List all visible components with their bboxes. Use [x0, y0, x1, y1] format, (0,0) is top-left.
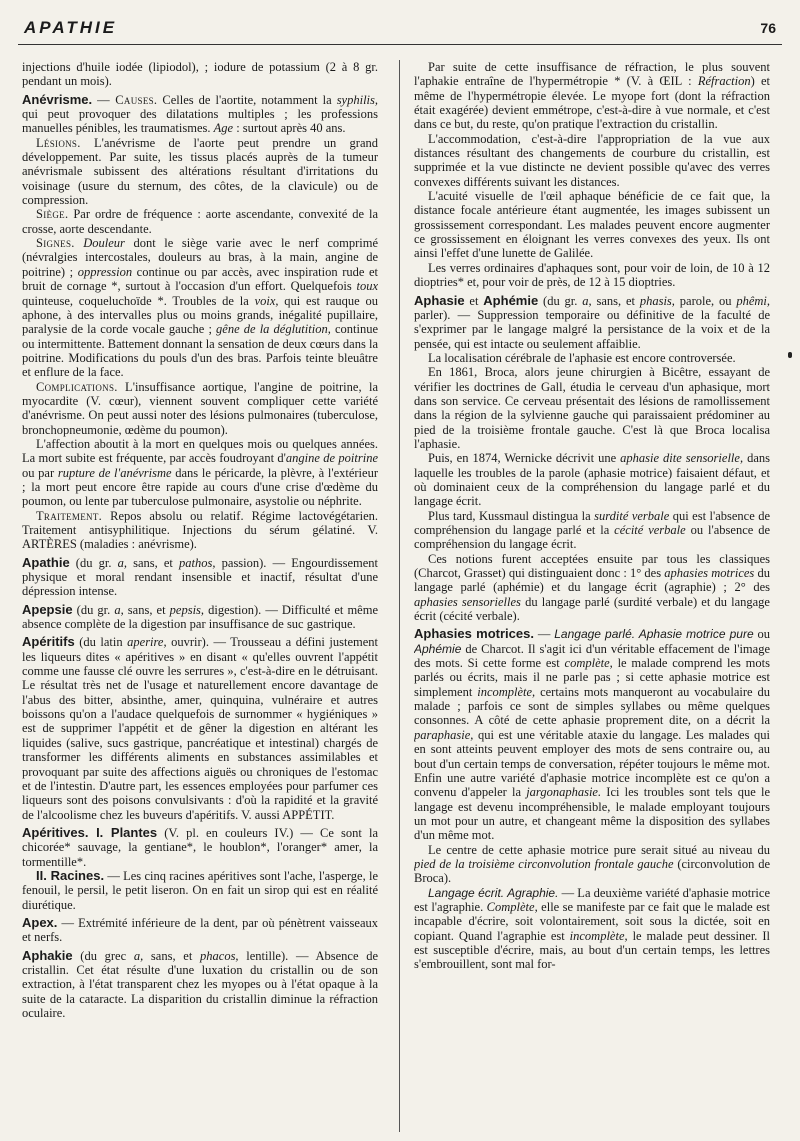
headword-apex: Apex. [22, 914, 58, 930]
entry-aphasies-motrices: Aphasies motrices. — Langage parlé. Aphasie motrice pure ou Aphémie de Charcot. Il s'agit ici d'un véritable effacement de l'image des mots. Si cette forme est complète, le malade comprend les mots parlés ou écrits, mais il ne parle pas ; si cette aphasie motrice est simplement incomplète, certains mots manqueront au vocabulaire du malade ; parfois ce sont de simples syllabes ou même quelques consonnes. A côté de cette aphasie proprement dite, on a décrit la paraphasie, qui est une véritable ataxie du langage. Les malades qui en sont atteints peuvent employer des mots de sens contraire ou, au bout d'un certain temps de conversation, répéter toujours le même mot. Enfin une autre variété d'aphasie motrice incomplète est ce qu'on a convenu d'appeler la jargonaphasie. Ici les troubles sont tels que le langage est devenu incompréhensible, le malade employant toujours un mot pour un autre, et changeant même la disposition des syllabes d'un même mot. [414, 626, 770, 843]
paragraph-kussmaul: Plus tard, Kussmaul distingua la surdité verbale qui est l'absence de compréhension du langage parlé et la cécité verbale ou l'absence de compréhension du langage écrit. [414, 508, 770, 552]
entry-aperitives: Apéritives. I. Plantes (V. pl. en couleurs IV.) — Ce sont la chicorée* sauvage, la gentiane*, le houblon*, l'oranger* amer, la tormentille*. [22, 824, 378, 869]
running-header [18, 10, 782, 45]
paragraph-lesions: Lésions. L'anévrisme de l'aorte peut prendre un grand développement. Par suite, les tissus placés auprès de la tumeur anévrismale subissent des altérations résultant d'irritations du voisinage (usure du sternum, des côtes, de la clavicule) ou de compression. [22, 135, 378, 208]
entry-racines: II. Racines. — Les cinq racines apéritives sont l'ache, l'asperge, le fenouil, le persil, le petit liseron. On en fait un sirop qui est en réalité diurétique. [22, 867, 378, 912]
entry-apex: Apex. — Extrémité inférieure de la dent, par où pénètrent vaisseaux et nerfs. [22, 914, 378, 945]
headword-aphasie: Aphasie [414, 292, 465, 308]
paragraph-broca: En 1861, Broca, alors jeune chirurgien à Bicêtre, essayant de vérifier les doctrines de Gall, étudia le cerveau d'un aphasique, mort dans son service. Ce cerveau présentait des lésions de ramollissement dans la région de la sylvienne gauche qui paraissaient prédominer au pied de la troisième frontale gauche. C'est là que Broca localisa l'aphasie. [414, 365, 770, 451]
margin-ink-dot [788, 352, 792, 358]
headword-apepsie: Apepsie [22, 601, 73, 617]
paragraph-classiques: Ces notions furent acceptées ensuite par tous les classiques (Charcot, Grasset) qui distinguaient donc : 1° des aphasies motrices du langage parlé (aphémie) et du langage écrit (agraphie) ; 2° des aphasies sensorielles du langage parlé (surdité verbale) et du langage écrit (cécité verbale). [414, 551, 770, 624]
entry-aphasie: Aphasie et Aphémie (du gr. a, sans, et phasis, parole, ou phêmi, parler). — Suppression temporaire ou définitive de la faculté de s'exprimer par le langage malgré la persistance de la voix et de la pensée, qui est intacte ou seulement affaiblie. [414, 292, 770, 351]
entry-apathie: Apathie (du gr. a, sans, et pathos, passion). — Engourdissement physique et moral rendant insensible et inactif, résultat d'une dépression intense. [22, 554, 378, 599]
paragraph-signes: Signes. Douleur dont le siège varie avec le nerf comprimé (névralgies intercostales, douleurs au bras, à la main, angine de poitrine) ; oppression continue ou par accès, avec inspiration rude et bruit de cornage *, surtout à l'occasion d'un effort. Quelquefois toux quinteuse, coqueluchoïde *. Troubles de la voix, qui est rauque ou aphone, à des intervalles plus ou moins grands, inégalité pupillaire, paralysie de la corde vocale gauche ; gêne de la déglutition, continue ou intermittente. Battement donnant la sensation de deux cœurs dans la poitrine. Modifications du pouls d'un des bras. Parfois teinte bleuâtre et enflure de la face. [22, 236, 378, 380]
headword-aphakie: Aphakie [22, 947, 73, 963]
paragraph-acuite: L'acuité visuelle de l'œil aphaque bénéficie de ce fait que, la distance focale antérieure étant augmentée, les images subissent un grossissement correspondant. Les malades peuvent encore augmenter ce grossissement en éloignant les verres convexes des yeux. Ils ont ainsi l'effet d'une lunette de Galilée. [414, 189, 770, 261]
entry-aphakie: Aphakie (du grec a, sans, et phacos, lentille). — Absence de cristallin. Cet état résulte d'une luxation du cristallin ou de son extraction, à l'état transparent chez les myopes ou à l'état opaque à la suite de la cataracte. La disparition du cristallin diminue la réfraction oculaire. [22, 947, 378, 1020]
column-divider [399, 60, 400, 1132]
paragraph-verres: Les verres ordinaires d'aphaques sont, pour voir de loin, de 10 à 12 dioptries* et, pour voir de près, de 12 à 15 dioptries. [414, 260, 770, 290]
paragraph-agraphie: Langage écrit. Agraphie. — La deuxième variété d'aphasie motrice est l'agraphie. Complète, elle se manifeste par ce fait que le malade est incapable d'écrire, soit volontairement, soit sous la dictée, soit en copiant. Quand l'agraphie est incomplète, le malade peut dessiner. Il est susceptible d'écrire, mais, au bout d'un certain temps, les lettres s'embrouillent, sont mal for- [414, 885, 770, 972]
paragraph-lipiodol: injections d'huile iodée (lipiodol), ; iodure de potassium (2 à 8 gr. pendant un mois). [22, 60, 378, 89]
headword-aphemie: Aphémie [483, 292, 539, 308]
paragraph-affection: L'affection aboutit à la mort en quelques mois ou quelques années. La mort subite est fréquente, par accès foudroyant d'angine de poitrine ou par rupture de l'anévrisme dans le péricarde, la plèvre, à l'extérieur ; la mort peut encore être rapide au cours d'une crise d'œdème du poumon, ou lente par tuberculose pulmonaire, asystolie ou néphrite. [22, 436, 378, 509]
headword-racines: II. Racines. [36, 867, 105, 883]
entry-anevrisme: Anévrisme. — Causes. Celles de l'aortite, notamment la syphilis, qui peut provoquer des dilatations multiples ; les professions manuelles pénibles, les traumatismes. Age : surtout après 40 ans. [22, 91, 378, 136]
paragraph-refraction: Par suite de cette insuffisance de réfraction, le plus souvent l'aphakie entraîne de l'hypermétropie * (V. à ŒIL : Réfraction) et même de l'hypermétropie élevée. Le myope fort (dont la réfraction était exagérée) devient emmétrope, c'est-à-dire à vue normale, et c'est dans ce but, du reste, qu'on pratique l'extraction du cristallin. [414, 60, 770, 132]
paragraph-siege: Siège. Par ordre de fréquence : aorte ascendante, convexité de la crosse, aorte descendante. [22, 207, 378, 236]
right-column [414, 60, 770, 1134]
page-number: 76 [760, 20, 776, 36]
left-column [22, 60, 378, 1134]
headword-apathie: Apathie [22, 554, 70, 570]
headword-anevrisme: Anévrisme. [22, 91, 93, 107]
paragraph-wernicke: Puis, en 1874, Wernicke décrivit une aphasie dite sensorielle, dans laquelle les troubles de la parole (aphasie motrice) faisaient défaut, et où dominaient ceux de la compréhension du langage parlé et du langage écrit. [414, 451, 770, 509]
running-head-title: APATHIE [24, 18, 118, 37]
headword-aphasies-motrices: Aphasies motrices. [414, 626, 534, 642]
paragraph-localisation: La localisation cérébrale de l'aphasie est encore controversée. [428, 350, 736, 365]
headword-aperitives: Apéritives. I. Plantes [22, 824, 158, 840]
entry-apepsie: Apepsie (du gr. a, sans, et pepsis, digestion). — Difficulté et même absence complète de la digestion par insuffisance de suc gastrique. [22, 601, 378, 632]
entry-aperitifs: Apéritifs (du latin aperire, ouvrir). — Trousseau a défini justement les liqueurs dites « apéritives » en disant « qu'elles ouvrent l'appétit comme une fausse clé ouvre les serrures », c'est-à-dire en le détruisant. Le résultat très net de l'usage et naturellement encore davantage de l'abus des bitter, absinthe, amer, quinquina, vulnéraire et autres boissons qu'on a l'audace quelquefois de surnommer « hygiéniques » est de supprimer l'appétit et de gêner la digestion en altérant les liquides (salive, sucs gastrique, pancréatique et intestinal) chargés de transformer les différents aliments en substances assimilables et provoquant par suite des affections aiguës ou chroniques de l'estomac et de l'intestin. D'autre part, les essences employées pour parfumer ces liqueurs sont des poisons convulsivants : d'où la rapidité et la gravité de l'alcoolisme chez les buveurs d'apéritifs. V. aussi APPÉTIT. [22, 634, 378, 822]
paragraph-accommodation: L'accommodation, c'est-à-dire l'appropriation de la vue aux distances résultant des changements de courbure du cristallin, est supprimée et la vue distincte ne devient possible qu'avec des verres convexes différents suivant les distances. [414, 131, 770, 189]
paragraph-traitement: Traitement. Repos absolu ou relatif. Régime lactovégétarien. Traitement antisyphilitique. Injections du sérum gélatiné. V. ARTÈRES (maladies : anévrisme). [22, 508, 378, 552]
paragraph-complications: Complications. L'insuffisance aortique, l'angine de poitrine, la myocardite (V. cœur), viennent souvent compliquer cette variété d'anévrisme. On peut aussi noter des lésions pulmonaires (tuberculose, bronchopneumonie, œdème du poumon). [22, 379, 378, 437]
paragraph-centre: Le centre de cette aphasie motrice pure serait situé au niveau du pied de la troisième circonvolution frontale gauche (circonvolution de Broca). [414, 842, 770, 886]
headword-aperitifs: Apéritifs [22, 634, 75, 650]
